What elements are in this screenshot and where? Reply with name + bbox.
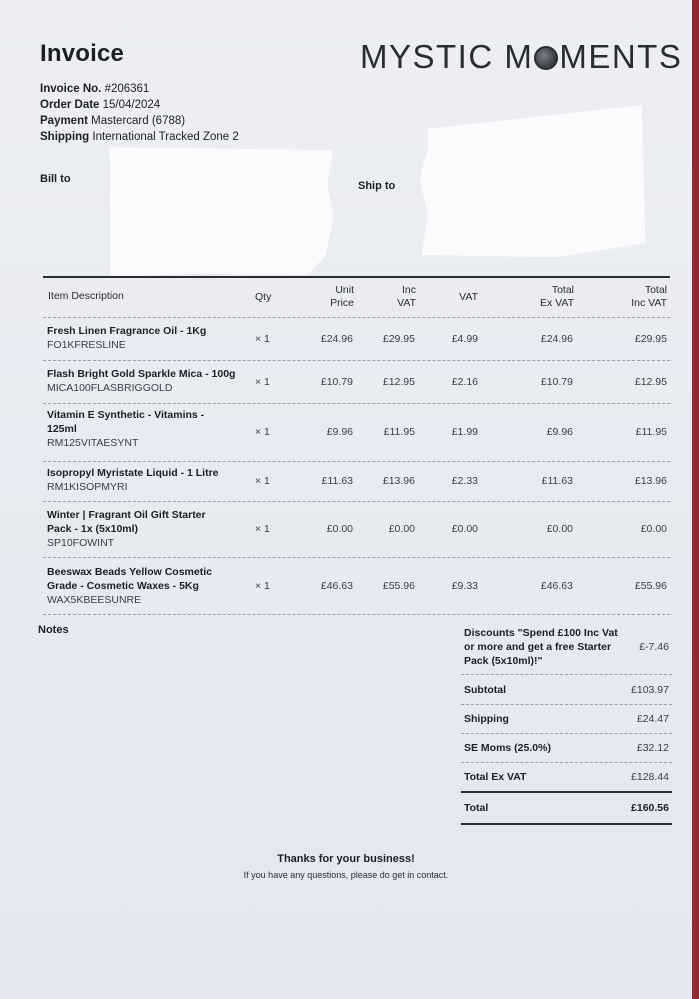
item-unit-price: £46.63 [320,580,353,592]
table-row [43,502,670,558]
item-inc-vat: £13.96 [382,475,415,487]
item-name: Fresh Linen Fragrance Oil - 1Kg [47,325,207,337]
totals-ex-vat-row [461,763,672,791]
header-inc-vat: Inc VAT [397,284,416,309]
item-sku: RM1KISOPMYRI [47,481,128,493]
item-sku: WAX5KBEESUNRE [47,594,142,606]
contact-message: If you have any questions, please do get in contact. [243,870,449,880]
table-row [43,318,670,361]
item-total-ex-vat: £9.96 [546,426,573,438]
header-unit-price: Unit Price [330,284,354,309]
total-ex-vat-label: Total Ex VAT [464,771,527,783]
item-inc-vat: £0.00 [388,523,415,535]
brand-logo [360,38,682,76]
item-total-inc-vat: £11.95 [635,426,667,438]
item-total-inc-vat: £55.96 [634,580,667,592]
table-row [43,361,670,404]
item-qty: × 1 [255,376,270,388]
item-total-inc-vat: £0.00 [640,523,667,535]
item-total-ex-vat: £24.96 [540,333,573,345]
discount-value: £-7.46 [639,641,669,653]
item-unit-price: £11.63 [321,475,353,487]
subtotal-label: Subtotal [464,684,506,696]
totals-shipping-row [461,705,672,734]
brand-logo-text-left: MYSTIC M [360,38,534,75]
table-row [43,404,670,462]
item-inc-vat: £11.95 [383,426,415,438]
meta-order-date: Order Date 15/04/2024 [40,99,161,111]
header-item: Item Description [48,290,124,302]
totals-discount-row [461,620,672,675]
item-total-ex-vat: £10.79 [540,376,573,388]
table-row [43,558,670,615]
item-name: Winter | Fragrant Oil Gift Starter Pack - 1x (5x10ml) [47,509,206,535]
item-total-ex-vat: £46.63 [540,580,573,592]
item-qty: × 1 [255,426,270,438]
tax-label: SE Moms (25.0%) [464,742,551,754]
item-total-ex-vat: £11.63 [541,475,573,487]
discount-label: Discounts "Spend £100 Inc Vat or more and get a free Starter Pack (5x10ml)!" [464,627,618,667]
item-sku: SP10FOWINT [47,537,115,549]
item-total-ex-vat: £0.00 [546,523,573,535]
item-inc-vat: £55.96 [382,580,415,592]
item-sku: RM125VITAESYNT [47,437,139,449]
redaction-tape-bill [109,145,334,277]
invoice-title: Invoice [40,40,125,67]
item-vat: £0.00 [451,523,478,535]
item-inc-vat: £29.95 [382,333,415,345]
grand-total-label: Total [464,802,489,814]
item-vat: £2.33 [451,475,478,487]
item-qty: × 1 [255,523,270,535]
totals-subtotal-row [461,675,672,705]
item-unit-price: £0.00 [326,523,353,535]
total-ex-vat-value: £128.44 [631,771,669,783]
shipping-value: £24.47 [636,713,669,725]
header-total-inc-vat: Total Inc VAT [631,284,667,309]
item-name: Beeswax Beads Yellow Cosmetic Grade - Cosmetic Waxes - 5Kg [47,566,212,592]
meta-shipping: Shipping International Tracked Zone 2 [40,131,239,143]
redaction-tape-ship [418,105,646,261]
ship-to-label: Ship to [358,180,396,192]
brand-logo-text-right: MENTS [559,38,683,75]
meta-invoice-no: Invoice No. #206361 [40,83,150,95]
item-total-inc-vat: £12.95 [634,376,667,388]
item-vat: £2.16 [451,376,478,388]
item-qty: × 1 [255,475,270,487]
totals-tax-row [461,734,672,763]
item-unit-price: £10.79 [320,376,353,388]
totals-grand-total-row [461,791,672,825]
item-sku: FO1KFRESLINE [47,339,126,351]
item-vat: £4.99 [451,333,478,345]
item-vat: £1.99 [451,426,478,438]
invoice-meta [40,81,239,145]
shipping-label: Shipping [464,713,509,725]
item-vat: £9.33 [451,580,478,592]
header-vat: VAT [459,291,478,303]
item-qty: × 1 [255,580,270,592]
item-unit-price: £9.96 [326,426,353,438]
item-total-inc-vat: £29.95 [634,333,667,345]
item-total-inc-vat: £13.96 [634,475,667,487]
bill-to-label: Bill to [40,173,71,185]
item-unit-price: £24.96 [320,333,353,345]
meta-payment: Payment Mastercard (6788) [40,115,186,127]
item-inc-vat: £12.95 [382,376,415,388]
thanks-message: Thanks for your business! [277,853,415,865]
grand-total-value: £160.56 [631,802,669,814]
item-sku: MICA100FLASBRIGGOLD [47,382,173,394]
item-qty: × 1 [255,333,270,345]
table-top-rule [43,276,670,278]
header-total-ex-vat: Total Ex VAT [539,284,574,309]
item-name: Vitamin E Synthetic - Vitamins - 125ml [47,409,205,435]
tax-value: £32.12 [636,742,669,754]
item-name: Flash Bright Gold Sparkle Mica - 100g [47,368,236,380]
notes-label: Notes [38,624,69,636]
subtotal-value: £103.97 [631,684,669,696]
moon-icon [534,46,558,70]
header-qty: Qty [255,291,272,303]
table-row [43,462,670,502]
item-name: Isopropyl Myristate Liquid - 1 Litre [47,467,219,479]
